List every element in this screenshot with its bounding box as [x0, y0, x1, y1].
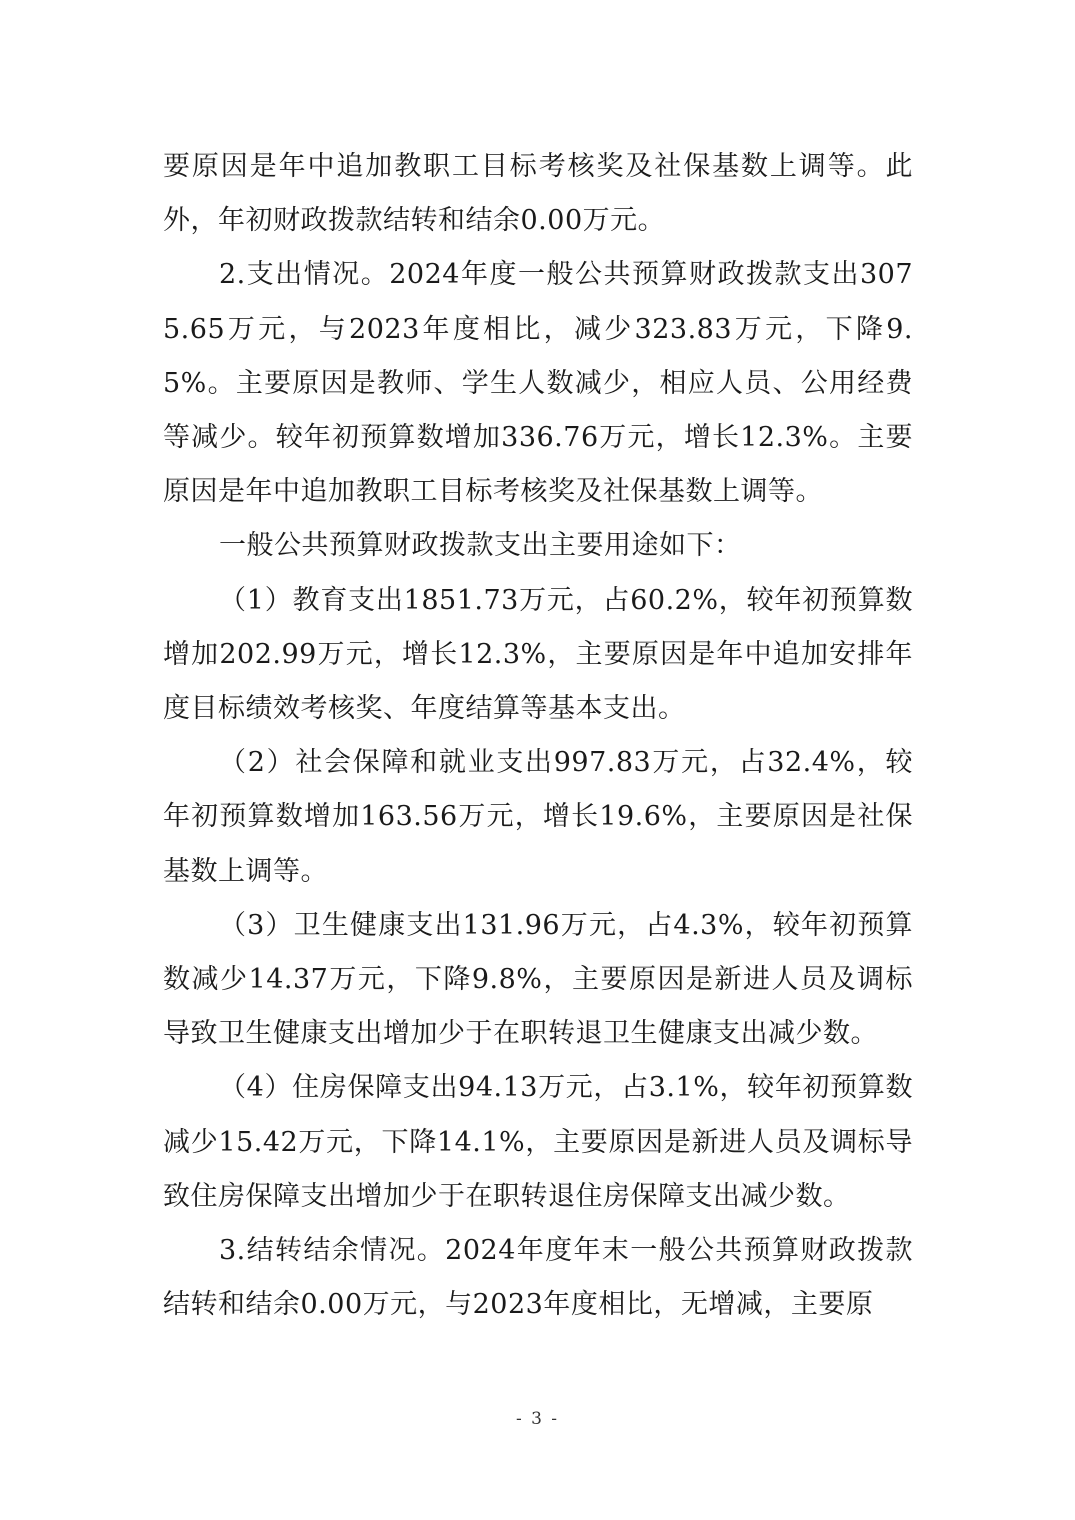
paragraph-expenditure: 2.支出情况。2024年度一般公共预算财政拨款支出3075.65万元，与2023年度相比，减少323.83万元，下降9.5%。主要原因是教师、学生人数减少，相应人员、公用经费等减少。较年初预算数增加336.76万元，增长12.3%。主要原因是年中追加教职工目标考核奖及社保基数上调等。 [163, 259, 913, 508]
paragraph-health: （3）卫生健康支出131.96万元，占4.3%，较年初预算数减少14.37万元，下降9.8%，主要原因是新进人员及调标导致卫生健康支出增加少于在职转退卫生健康支出减少数。 [163, 909, 913, 1050]
paragraph-uses-intro: 一般公共预算财政拨款支出主要用途如下： [219, 530, 742, 562]
paragraph-carryover: 3.结转结余情况。2024年度年末一般公共预算财政拨款结转和结余0.00万元，与2023年度相比，无增减，主要原 [163, 1235, 913, 1321]
paragraph-continuation: 要原因是年中追加教职工目标考核奖及社保基数上调等。此外，年初财政拨款结转和结余0.00万元。 [163, 151, 913, 237]
page-number: - 3 - [515, 1409, 560, 1429]
document-body [163, 140, 913, 1332]
paragraph-education: （1）教育支出1851.73万元，占60.2%，较年初预算数增加202.99万元，增长12.3%，主要原因是年中追加安排年度目标绩效考核奖、年度结算等基本支出。 [163, 584, 913, 725]
paragraph-social-security: （2）社会保障和就业支出997.83万元，占32.4%，较年初预算数增加163.56万元，增长19.6%，主要原因是社保基数上调等。 [163, 747, 913, 887]
paragraph-housing: （4）住房保障支出94.13万元，占3.1%，较年初预算数减少15.42万元，下降14.1%，主要原因是新进人员及调标导致住房保障支出增加少于在职转退住房保障支出减少数。 [163, 1072, 913, 1212]
